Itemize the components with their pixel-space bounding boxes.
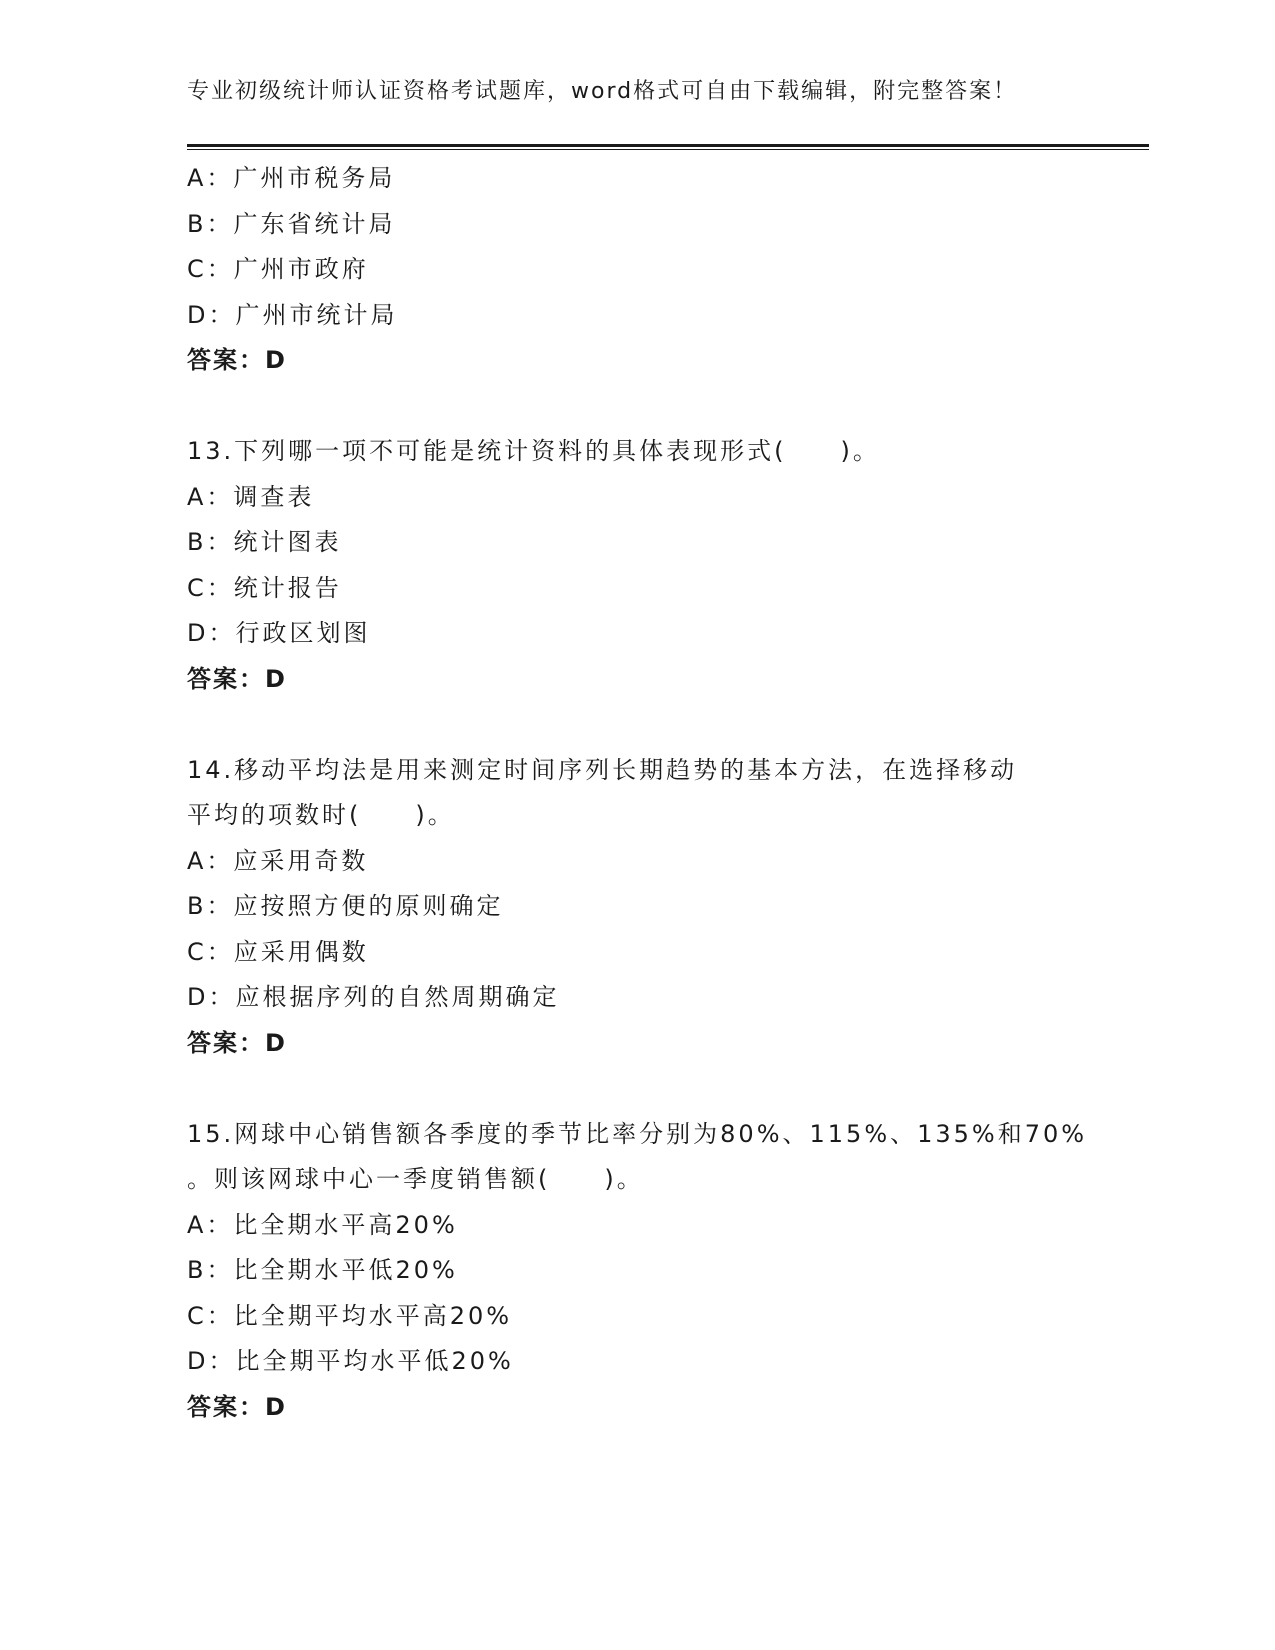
option-d: D：广州市统计局: [187, 300, 398, 329]
question-stem-line-1: 15.网球中心销售额各季度的季节比率分别为80%、115%、135%和70%: [187, 1119, 1088, 1148]
option-b: B：统计图表: [187, 528, 342, 556]
question-14: [187, 748, 1087, 1067]
header-divider-thin: [187, 149, 1149, 150]
spacer: [187, 384, 1087, 430]
question-stem-line-2: 。则该网球中心一季度销售额( )。: [187, 1165, 644, 1193]
option-a: A：广州市税务局: [187, 164, 396, 192]
spacer: [187, 702, 1087, 748]
option-d: D：行政区划图: [187, 619, 371, 647]
question-13: [187, 429, 1087, 702]
option-c: C：统计报告: [187, 573, 342, 602]
option-d: D：应根据序列的自然周期确定: [187, 983, 560, 1011]
option-a: A：应采用奇数: [187, 846, 369, 875]
option-d: D：比全期平均水平低20%: [187, 1347, 514, 1375]
option-b: B：广东省统计局: [187, 209, 396, 238]
question-stem-line-1: 14.移动平均法是用来测定时间序列长期趋势的基本方法，在选择移动: [187, 755, 1018, 784]
spacer: [187, 1066, 1087, 1112]
question-12: [187, 156, 1087, 384]
answer-line: 答案：D: [187, 346, 287, 374]
option-c: C：广州市政府: [187, 255, 369, 283]
answer-line: 答案：D: [187, 1028, 287, 1057]
question-stem: 13.下列哪一项不可能是统计资料的具体表现形式( )。: [187, 437, 880, 465]
option-b: B：应按照方便的原则确定: [187, 892, 504, 920]
option-a: A：比全期水平高20%: [187, 1210, 458, 1239]
option-a: A：调查表: [187, 482, 315, 511]
header-divider-thick: [187, 144, 1149, 147]
option-b: B：比全期水平低20%: [187, 1256, 458, 1284]
answer-line: 答案：D: [187, 664, 287, 693]
option-c: C：应采用偶数: [187, 937, 369, 966]
option-c: C：比全期平均水平高20%: [187, 1301, 513, 1330]
page-header: 专业初级统计师认证资格考试题库，word格式可自由下载编辑，附完整答案！: [187, 79, 1018, 104]
question-list: [187, 156, 1087, 1430]
question-stem-line-2: 平均的项数时( )。: [187, 801, 455, 829]
question-15: [187, 1112, 1087, 1431]
answer-line: 答案：D: [187, 1392, 287, 1421]
